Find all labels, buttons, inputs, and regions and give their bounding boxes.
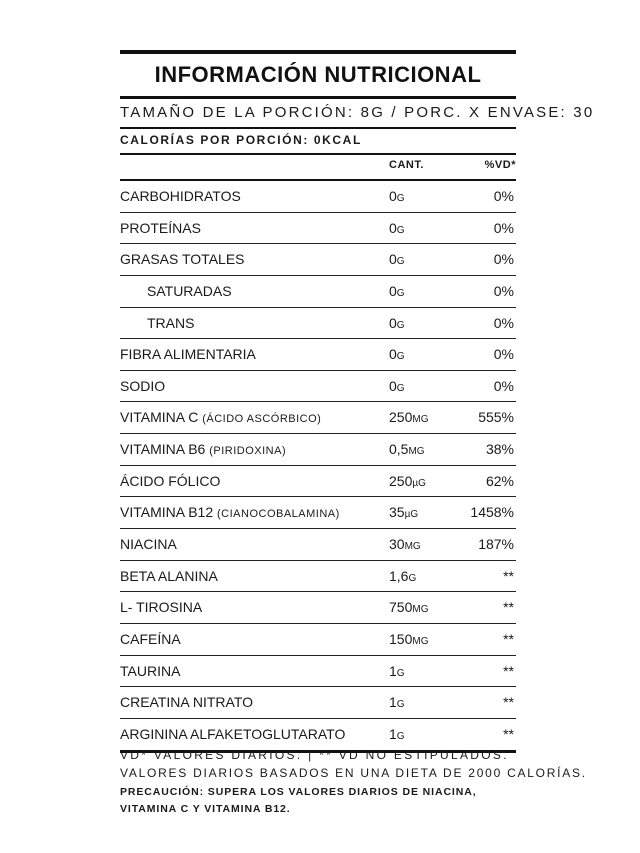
nutrient-sublabel: (PIRIDOXINA) [209, 445, 287, 458]
nutrient-name [120, 504, 340, 520]
nutrient-name [120, 188, 241, 204]
amount-value: 0 [389, 346, 397, 363]
nutrient-row [120, 656, 516, 688]
nutrient-table [120, 181, 516, 753]
nutrient-daily-value: 62% [485, 472, 514, 489]
amount-unit: G [408, 572, 417, 584]
nutrient-row [120, 561, 516, 593]
nutrient-name [120, 536, 177, 552]
nutrient-amount [389, 315, 405, 331]
nutrient-sublabel: (CIANOCOBALAMINA) [217, 508, 340, 521]
nutrient-label: SODIO [120, 377, 166, 394]
nutrient-label: TRANS [147, 314, 195, 331]
nutrient-daily-value: ** [503, 725, 514, 742]
nutrient-amount [389, 251, 405, 267]
precaution-note: PRECAUCIÓN: SUPERA LOS VALORES DIARIOS DE NIACINA, VITAMINA C Y VITAMINA B12. [120, 786, 477, 815]
nutrient-row [120, 402, 516, 434]
nutrient-label: CAFEÍNA [120, 630, 181, 647]
nutrient-daily-value: 0% [493, 219, 514, 236]
nutrient-label: PROTEÍNAS [120, 219, 201, 236]
amount-value: 0 [389, 314, 397, 331]
nutrient-row [120, 371, 516, 403]
nutrient-name [120, 251, 245, 267]
nutrient-label: VITAMINA B6 [120, 441, 206, 458]
serving-rule [120, 127, 516, 129]
amount-unit: G [396, 667, 405, 679]
nutrient-daily-value: 555% [478, 409, 514, 426]
nutrient-label: ARGININA ALFAKETOGLUTARATO [120, 725, 346, 742]
nutrient-label: VITAMINA C [120, 409, 199, 426]
nutrient-daily-value: 38% [485, 441, 514, 458]
nutrient-daily-value: ** [503, 567, 514, 584]
nutrient-amount [389, 663, 405, 679]
amount-unit: µG [412, 477, 426, 489]
nutrient-name [120, 568, 218, 584]
nutrient-name [120, 441, 286, 457]
nutrient-label: FIBRA ALIMENTARIA [120, 346, 256, 363]
nutrient-name [120, 726, 345, 742]
nutrient-label: L- TIROSINA [120, 599, 203, 616]
nutrient-row [120, 308, 516, 340]
nutrient-daily-value: ** [503, 599, 514, 616]
amount-unit: G [396, 699, 405, 711]
nutrient-row [120, 181, 516, 213]
calories-rule [120, 153, 516, 155]
nutrient-label: TAURINA [120, 662, 181, 679]
nutrient-amount [389, 694, 405, 710]
nutrient-amount [389, 504, 418, 520]
nutrient-label: BETA ALANINA [120, 567, 218, 584]
nutrient-amount [389, 473, 426, 489]
nutrient-label: NIACINA [120, 536, 177, 553]
amount-unit: MG [408, 446, 425, 458]
nutrient-daily-value: 187% [478, 536, 514, 553]
amount-unit: G [396, 224, 405, 236]
nutrient-name [120, 599, 202, 615]
nutrient-row [120, 213, 516, 245]
nutrient-amount [389, 188, 405, 204]
nutrient-name [120, 378, 165, 394]
amount-unit: MG [412, 635, 429, 647]
nutrient-daily-value: ** [503, 662, 514, 679]
nutrient-amount [389, 441, 425, 457]
nutrient-row [120, 592, 516, 624]
nutrient-amount [389, 631, 428, 647]
nutrient-name [120, 631, 181, 647]
amount-value: 250 [389, 409, 413, 426]
nutrient-daily-value: 0% [493, 314, 514, 331]
top-rule [120, 50, 516, 54]
nutrient-amount [389, 283, 405, 299]
amount-value: 0 [389, 188, 397, 204]
nutrient-row [120, 687, 516, 719]
nutrient-row [120, 244, 516, 276]
amount-value: 30 [389, 536, 405, 553]
nutrient-row [120, 497, 516, 529]
footnote-diet-basis: VALORES DIARIOS BASADOS EN UNA DIETA DE 2000 CALORÍAS. [120, 766, 587, 780]
nutrient-daily-value: 0% [493, 251, 514, 268]
nutrient-name [120, 409, 321, 425]
nutrient-daily-value: 0% [493, 188, 514, 204]
nutrient-daily-value: ** [503, 630, 514, 647]
calories-per-serving: CALORÍAS POR PORCIÓN: 0KCAL [120, 133, 362, 147]
amount-unit: G [396, 319, 405, 331]
amount-value: 1 [389, 725, 397, 742]
nutrient-row [120, 624, 516, 656]
amount-unit: G [396, 287, 405, 299]
amount-value: 1 [389, 662, 397, 679]
nutrient-row [120, 276, 516, 308]
nutrient-label: GRASAS TOTALES [120, 251, 245, 268]
nutrient-row [120, 339, 516, 371]
nutrient-label: CREATINA NITRATO [120, 694, 254, 711]
nutrient-amount [389, 599, 428, 615]
nutrient-amount [389, 346, 405, 362]
amount-value: 0 [389, 377, 397, 394]
nutrient-daily-value: 0% [493, 377, 514, 394]
column-header-amount: CANT. [389, 159, 424, 171]
amount-unit: G [396, 730, 405, 742]
amount-value: 0,5 [389, 441, 409, 458]
nutrient-sublabel: (ÁCIDO ASCÓRBICO) [202, 413, 322, 426]
column-header-daily-value: %VD* [484, 159, 516, 171]
nutrient-label: ÁCIDO FÓLICO [120, 472, 221, 489]
nutrient-name [120, 694, 253, 710]
nutrient-daily-value: 0% [493, 346, 514, 363]
amount-value: 150 [389, 630, 413, 647]
nutrient-daily-value: ** [503, 694, 514, 711]
amount-unit: G [396, 382, 405, 394]
nutrient-row [120, 529, 516, 561]
nutrient-row [120, 466, 516, 498]
nutrient-name [147, 315, 194, 331]
nutrient-amount [389, 220, 405, 236]
title-rule [120, 96, 516, 99]
amount-unit: G [396, 193, 405, 204]
amount-unit: MG [412, 604, 429, 616]
amount-unit: G [396, 256, 405, 268]
nutrient-name [147, 283, 232, 299]
nutrient-amount [389, 568, 416, 584]
nutrient-name [120, 346, 256, 362]
label-title: INFORMACIÓN NUTRICIONAL [154, 62, 482, 87]
amount-unit: MG [404, 541, 421, 553]
footnote-daily-values: VD* VALORES DIARIOS. | ** VD NO ESTIPULADOS. [120, 748, 509, 762]
nutrient-name [120, 220, 201, 236]
nutrient-amount [389, 378, 405, 394]
nutrient-daily-value: 0% [493, 282, 514, 299]
serving-size: TAMAÑO DE LA PORCIÓN: 8G / PORC. X ENVASE: 30 [120, 104, 595, 121]
amount-value: 0 [389, 251, 397, 268]
nutrient-amount [389, 536, 421, 552]
nutrient-amount [389, 726, 405, 742]
nutrient-name [120, 473, 220, 489]
nutrient-label: CARBOHIDRATOS [120, 188, 241, 204]
amount-value: 750 [389, 599, 413, 616]
nutrient-daily-value: 1458% [470, 504, 514, 521]
nutrient-row [120, 434, 516, 466]
amount-value: 250 [389, 472, 413, 489]
amount-value: 0 [389, 219, 397, 236]
amount-unit: G [396, 351, 405, 363]
nutrient-amount [389, 409, 428, 425]
nutrient-label: VITAMINA B12 [120, 504, 214, 521]
amount-unit: MG [412, 414, 429, 426]
nutrient-label: SATURADAS [147, 282, 232, 299]
amount-unit: µG [404, 509, 419, 521]
amount-value: 1 [389, 694, 397, 711]
amount-value: 1,6 [389, 567, 409, 584]
amount-value: 35 [389, 504, 405, 521]
nutrient-name [120, 663, 180, 679]
amount-value: 0 [389, 282, 397, 299]
